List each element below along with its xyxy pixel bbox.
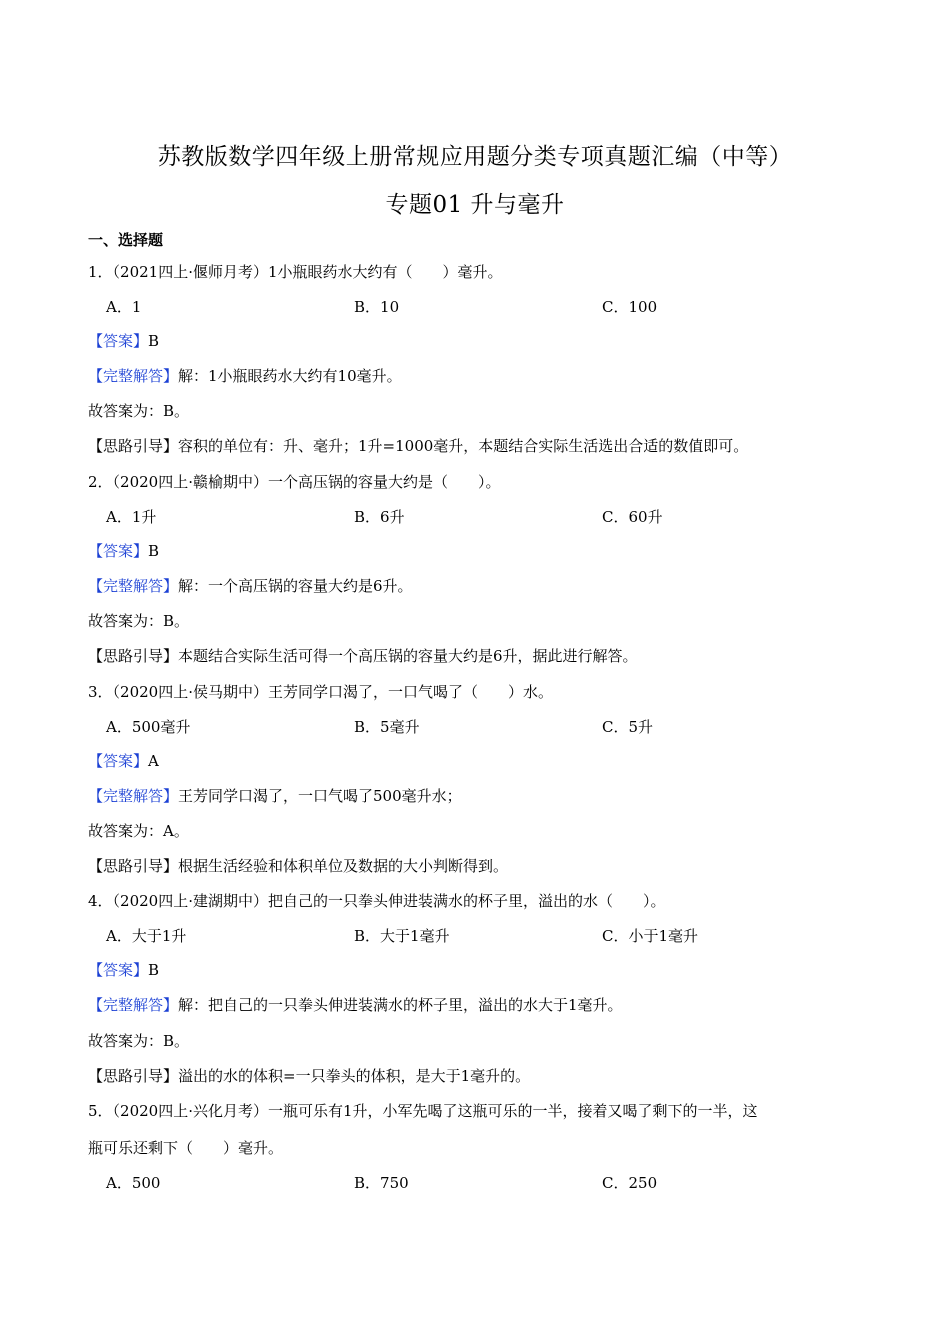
hint-tag: 【思路引导】 xyxy=(88,1067,179,1085)
hint-line xyxy=(88,436,748,456)
solution-line xyxy=(88,366,402,386)
conclusion-line: 故答案为：B。 xyxy=(88,1032,190,1050)
answer-value: B xyxy=(148,961,160,979)
answer-tag: 【答案】 xyxy=(88,332,149,350)
option-c: C．60升 xyxy=(602,508,663,526)
hint-tag: 【思路引导】 xyxy=(88,647,179,665)
question-stem: 1．（2021四上·偃师月考）1小瓶眼药水大约有（ ）毫升。 xyxy=(88,263,503,281)
hint-line xyxy=(88,856,508,876)
solution-tag: 【完整解答】 xyxy=(88,577,179,595)
solution-text: 解：把自己的一只拳头伸进装满水的杯子里，溢出的水大于1毫升。 xyxy=(178,996,623,1014)
option-b: B．6升 xyxy=(354,508,405,526)
answer-line xyxy=(88,541,159,561)
solution-tag: 【完整解答】 xyxy=(88,996,179,1014)
option-c: C．5升 xyxy=(602,718,654,736)
answer-tag: 【答案】 xyxy=(88,752,149,770)
answer-line xyxy=(88,751,159,771)
hint-text: 本题结合实际生活可得一个高压锅的容量大约是6升，据此进行解答。 xyxy=(178,647,638,665)
answer-tag: 【答案】 xyxy=(88,542,149,560)
hint-line xyxy=(88,646,638,666)
option-c: C．100 xyxy=(602,298,658,316)
section-heading: 一、选择题 xyxy=(88,231,164,249)
solution-text: 王芳同学口渴了，一口气喝了500毫升水； xyxy=(178,787,462,805)
solution-line xyxy=(88,786,462,806)
solution-line xyxy=(88,995,623,1015)
answer-line xyxy=(88,960,159,980)
question-stem: 3．（2020四上·侯马期中）王芳同学口渴了，一口气喝了（ ）水。 xyxy=(88,683,553,701)
hint-tag: 【思路引导】 xyxy=(88,857,179,875)
option-a: A．1 xyxy=(106,298,142,316)
option-a: A．500毫升 xyxy=(106,718,191,736)
question-stem: 5．（2020四上·兴化月考）一瓶可乐有1升，小军先喝了这瓶可乐的一半，接着又喝了剩下的一半，这 xyxy=(88,1102,758,1120)
option-a: A．500 xyxy=(106,1174,161,1192)
hint-tag: 【思路引导】 xyxy=(88,437,179,455)
option-b: B．大于1毫升 xyxy=(354,927,450,945)
option-c: C．250 xyxy=(602,1174,658,1192)
hint-line xyxy=(88,1066,530,1086)
document-subtitle: 专题01 升与毫升 xyxy=(385,192,565,218)
hint-text: 根据生活经验和体积单位及数据的大小判断得到。 xyxy=(178,857,509,875)
answer-value: B xyxy=(148,542,160,560)
answer-value: B xyxy=(148,332,160,350)
question-stem: 2．（2020四上·赣榆期中）一个高压锅的容量大约是（ ）。 xyxy=(88,473,501,491)
conclusion-line: 故答案为：A。 xyxy=(88,822,189,840)
option-a: A．1升 xyxy=(106,508,157,526)
option-b: B．10 xyxy=(354,298,400,316)
answer-line xyxy=(88,331,159,351)
option-b: B．5毫升 xyxy=(354,718,420,736)
option-b: B．750 xyxy=(354,1174,409,1192)
hint-text: 溢出的水的体积=一只拳头的体积，是大于1毫升的。 xyxy=(178,1067,531,1085)
option-c: C．小于1毫升 xyxy=(602,927,699,945)
solution-line xyxy=(88,576,413,596)
conclusion-line: 故答案为：B。 xyxy=(88,402,190,420)
hint-text: 容积的单位有：升、毫升；1升=1000毫升，本题结合实际生活选出合适的数值即可。 xyxy=(178,437,749,455)
option-a: A．大于1升 xyxy=(106,927,187,945)
answer-tag: 【答案】 xyxy=(88,961,149,979)
document-title: 苏教版数学四年级上册常规应用题分类专项真题汇编（中等） xyxy=(157,144,793,170)
solution-tag: 【完整解答】 xyxy=(88,367,179,385)
question-stem: 4．（2020四上·建湖期中）把自己的一只拳头伸进装满水的杯子里，溢出的水（ ）。 xyxy=(88,892,666,910)
solution-tag: 【完整解答】 xyxy=(88,787,179,805)
conclusion-line: 故答案为：B。 xyxy=(88,612,190,630)
answer-value: A xyxy=(148,752,159,770)
solution-text: 解：1小瓶眼药水大约有10毫升。 xyxy=(178,367,402,385)
solution-text: 解：一个高压锅的容量大约是6升。 xyxy=(178,577,413,595)
question-stem-continued: 瓶可乐还剩下（ ）毫升。 xyxy=(88,1139,284,1157)
